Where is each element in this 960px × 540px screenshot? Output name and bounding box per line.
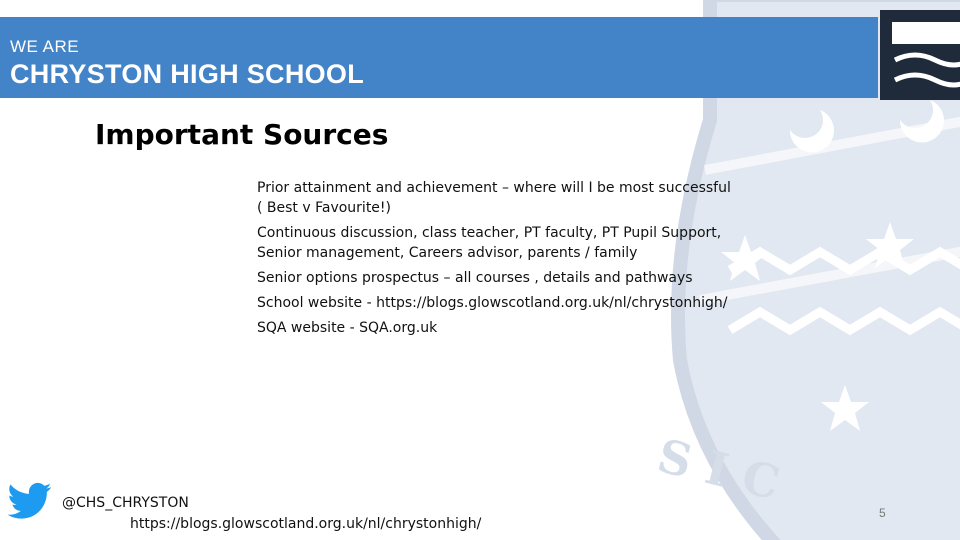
list-item: SQA website - SQA.org.uk xyxy=(257,320,438,336)
header-banner xyxy=(0,17,878,98)
banner-subtitle: WE ARE xyxy=(10,37,80,56)
list-item: School website - https://blogs.glowscotland.org.uk/nl/chrystonhigh/ xyxy=(257,295,728,311)
twitter-handle[interactable]: @CHS_CHRYSTON xyxy=(62,495,189,511)
list-item: Prior attainment and achievement – where will I be most successful ( Best v Favourite!) xyxy=(257,180,731,216)
footer-website-link[interactable]: https://blogs.glowscotland.org.uk/nl/chrystonhigh/ xyxy=(130,516,482,532)
page-number: 5 xyxy=(879,506,886,520)
slide-title: Important Sources xyxy=(95,118,389,151)
list-item: Senior options prospectus – all courses , details and pathways xyxy=(257,270,693,286)
source-list xyxy=(257,178,737,343)
twitter-bird-icon xyxy=(8,482,52,520)
banner-school-name: CHRYSTON HIGH SCHOOL xyxy=(10,59,365,89)
svg-text:S I C: S I C xyxy=(652,428,786,511)
list-item: Continuous discussion, class teacher, PT faculty, PT Pupil Support, Senior management, Careers advisor, parents / family xyxy=(257,225,722,261)
